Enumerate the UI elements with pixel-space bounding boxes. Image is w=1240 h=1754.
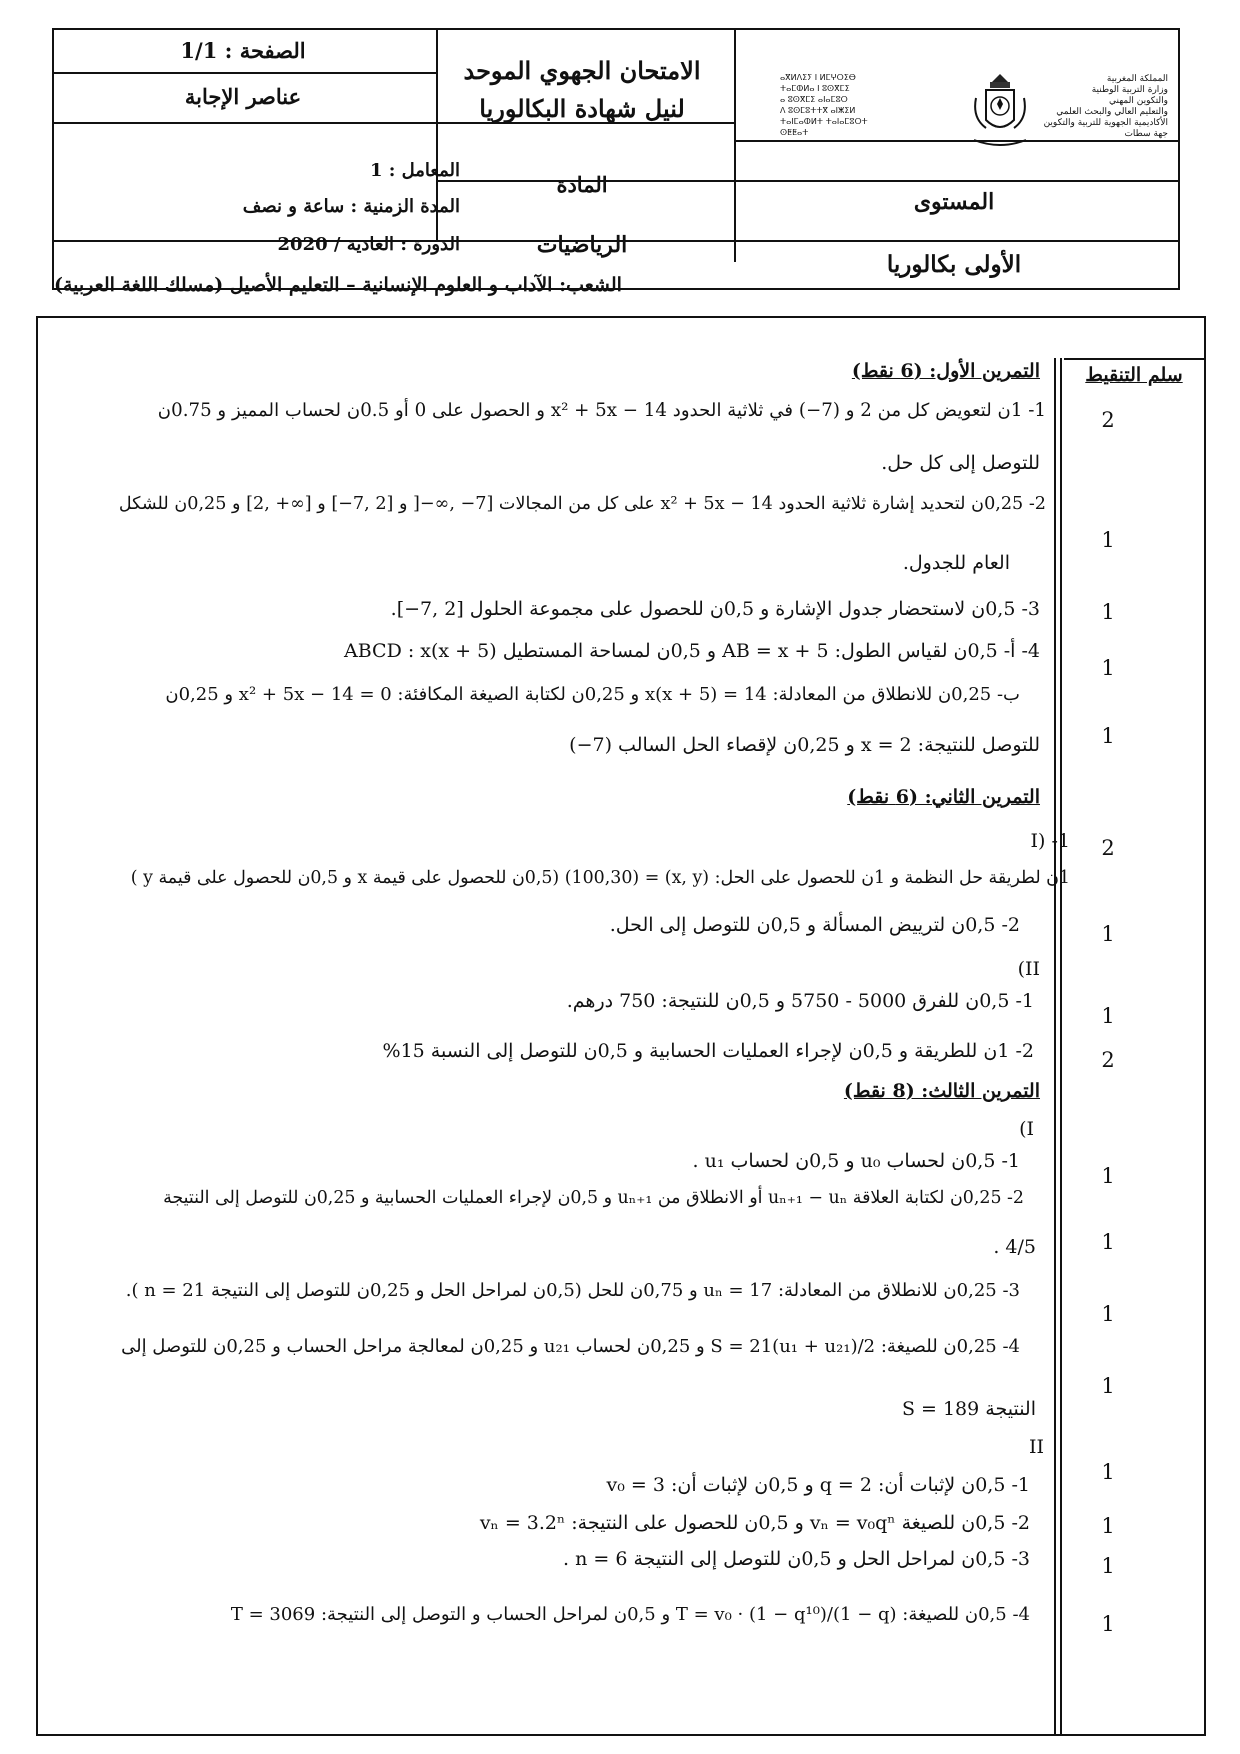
ex3-line-7: النتيجة S = 189 [901,1398,1036,1420]
ex2-line-3: 2- 0,5ن لترييض المسألة و 0,5ن للتوصل إلى الحل. [609,914,1020,936]
answer-key-label: عناصر الإجابة [184,83,302,109]
subject: الرياضيات [536,232,628,258]
ex3-line-10: 2- 0,5ن للصيغة vₙ = v₀qⁿ و 0,5ن للحصول على النتيجة: vₙ = 3.2ⁿ [479,1512,1030,1534]
exercise-1-title: التمرين الأول: (6 نقط) [851,360,1040,382]
exam-subtitle: لنيل شهادة البكالوريا [479,93,685,123]
points-value: 1 [1101,1460,1115,1484]
points-value: 2 [1101,408,1115,432]
points-value: 1 [1101,1612,1115,1636]
scale-divider-top [1064,358,1204,360]
points-value: 1 [1101,1514,1115,1538]
ex3-line-2: 1- 0,5ن لحساب u₀ و 0,5ن لحساب u₁ . [692,1150,1020,1172]
page-number: الصفحة : 1/1 [180,37,306,63]
session: الدورة : العادية / 2020 [277,234,460,255]
level-label: المستوى [913,189,995,215]
ex1-line-7: ب- 0,25ن للانطلاق من المعادلة: x(x + 5) = 14 و 0,25ن لكتابة الصيغة المكافئة: x² + 5x − 14 = 0 و 0,25ن [165,684,1020,705]
branches: الشعب: الآداب و العلوم الإنسانية – التعليم الأصيل (مسلك اللغة العربية) [54,274,622,296]
exercise-3-title: التمرين الثالث: (8 نقط) [843,1080,1040,1102]
points-value: 1 [1101,1004,1115,1028]
ex1-line-8: للتوصل للنتيجة: x = 2 و 0,25ن لإقصاء الحل السالب (7−) [569,734,1040,756]
ex2-line-1: I) -1 [1030,830,1070,852]
ex2-line-2: 1ن لطريقة حل النظمة و 1ن للحصول على الحل: (x, y) = (100,30) (0,5ن للحصول على قيمة x و 0,5ن للحصول على قيمة y ) [130,868,1070,888]
ex3-line-1: I) [1019,1118,1034,1140]
ex1-line-3: 2- 0,25ن لتحديد إشارة ثلاثية الحدود x² + 5x − 14 على كل من المجالات [7− ,∞−[ و [2 ,7−] و [∞+ ,2] و 0,25ن للشكل [118,494,1046,514]
ex3-line-11: 3- 0,5ن لمراحل الحل و 0,5ن للتوصل إلى النتيجة n = 6 . [563,1548,1030,1570]
points-value: 2 [1101,836,1115,860]
points-value: 1 [1101,656,1115,680]
ex2-line-6: 2- 1ن للطريقة و 0,5ن لإجراء العمليات الحسابية و 0,5ن للتوصل إلى النسبة 15% [382,1040,1034,1062]
ex3-line-9: 1- 0,5ن لإثبات أن: q = 2 و 0,5ن لإثبات أن: v₀ = 3 [606,1474,1030,1496]
ex3-line-8: II [1028,1436,1044,1458]
coat-of-arms-icon [968,70,1032,150]
points-value: 1 [1101,528,1115,552]
ex3-line-4: 4/5 . [993,1236,1036,1258]
points-value: 1 [1101,922,1115,946]
ex3-line-6: 4- 0,25ن للصيغة: S = 21(u₁ + u₂₁)/2 و 0,25ن لحساب u₂₁ و 0,25ن لمعالجة مراحل الحساب و 0,25ن للتوصل إلى [121,1336,1020,1357]
points-value: 1 [1101,1554,1115,1578]
scale-heading: سلم التنقيط [1085,364,1183,386]
duration: المدة الزمنية : ساعة و نصف [242,196,460,217]
exam-title: الامتحان الجهوي الموحد [463,55,701,85]
points-value: 1 [1101,1374,1115,1398]
ex2-line-4: II) [1017,958,1040,980]
subject-label: المادة [556,171,608,197]
ex3-line-5: 3- 0,25ن للانطلاق من المعادلة: uₙ = 17 و 0,75ن للحل (0,5ن لمراحل الحل و 0,25ن للتوصل إلى النتيجة n = 21 ). [125,1280,1020,1301]
scale-divider-inner [1060,358,1062,1736]
points-value: 2 [1101,1048,1115,1072]
ex1-line-5: 3- 0,5ن لاستحضار جدول الإشارة و 0,5ن للحصول على مجموعة الحلول [2 ,7−]. [390,598,1040,620]
points-value: 1 [1101,1230,1115,1254]
points-value: 1 [1101,1302,1115,1326]
coefficient: المعامل : 1 [369,160,460,181]
level: الأولى بكالوريا [886,250,1022,278]
ex3-line-12: 4- 0,5ن للصيغة: T = v₀ · (1 − q¹⁰)/(1 − q) و 0,5ن لمراحل الحساب و التوصل إلى النتيجة: T = 3069 [230,1604,1030,1625]
points-value: 1 [1101,724,1115,748]
ex1-line-6: 4- أ- 0,5ن لقياس الطول: AB = x + 5 و 0,5ن لمساحة المستطيل ABCD : x(x + 5) [344,640,1040,662]
points-value: 1 [1101,1164,1115,1188]
exercise-2-title: التمرين الثاني: (6 نقط) [847,786,1040,808]
ex3-line-3: 2- 0,25ن لكتابة العلاقة uₙ₊₁ − uₙ أو الانطلاق من uₙ₊₁ و 0,5ن لإجراء العمليات الحسابية و 0,25ن للتوصل إلى النتيجة [163,1188,1024,1208]
ex1-line-2: للتوصل إلى كل حل. [881,452,1040,474]
ex1-line-4: العام للجدول. [902,552,1010,574]
ministry-tifinagh: ⴰⴳⵍⴷⵉⵢ ⵏ ⵍⵎⵖⵔⵉⴱ ⵜⴰⵎⵀⵍⴰ ⵏ ⵓⵙⴳⵎⵉ ⴰ ⵓⵙⴳⵎⵉ ⴰⵏⴰⵎⵓⵔ ⴷ ⵓⵙⵎⵓⵜⵜⴳ ⴰⵏⵥⵉⵍ ⵜⴰⵏⵎⴰⵀⵍⵜ ⵜⴰⵏⴰⵎⵓⵔⵜ ⵙⵟⵟⴰⵜ [780,73,868,137]
ex2-line-5: 1- 0,5ن للفرق 5000 - 5750 و 0,5ن للنتيجة: 750 درهم. [566,990,1034,1012]
scale-divider [1054,358,1056,1736]
ex1-line-1: 1- 1ن لتعويض كل من 2 و (7−) في ثلاثية الحدود x² + 5x − 14 و الحصول على 0 أو 0.5ن لحساب المميز و 0.75ن [157,400,1046,421]
points-value: 1 [1101,600,1115,624]
